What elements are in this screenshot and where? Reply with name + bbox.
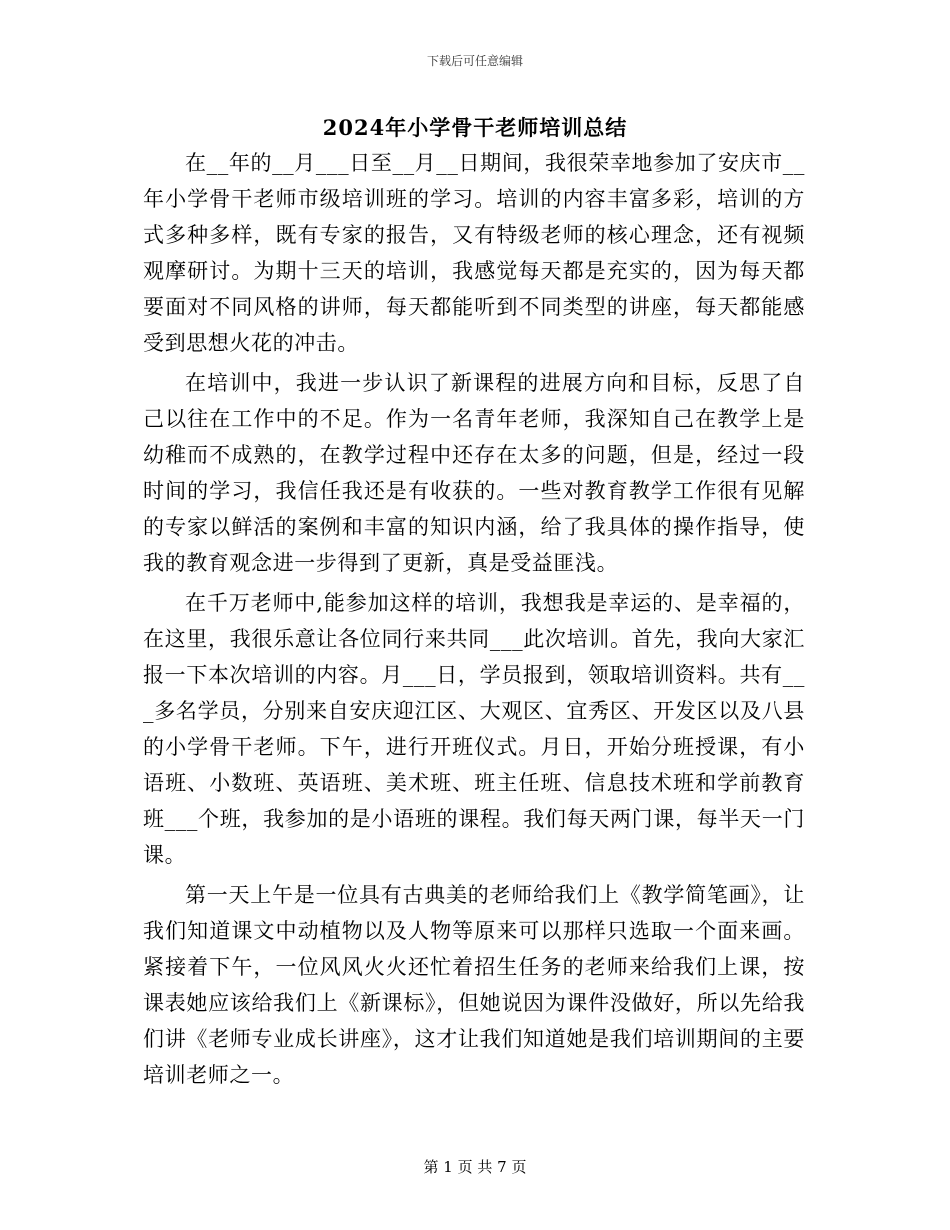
paragraph: 在千万老师中,能参加这样的培训，我想我是幸运的、是幸福的，在这里，我很乐意让各位同行来共同___此次培训。首先，我向大家汇报一下本次培训的内容。月___日，学员报到，领取培训资料。共有___多名学员，分别来自安庆迎江区、大观区、宜秀区、开发区以及八县的小学骨干老师。下午，进行开班仪式。月日，开始分班授课，有小语班、小数班、英语班、美术班、班主任班、信息技术班和学前教育班___个班，我参加的是小语班的课程。我们每天两门课，每半天一门课。 — [143, 591, 805, 867]
paragraph: 在__年的__月___日至__月__日期间，我很荣幸地参加了安庆市__年小学骨干老师市级培训班的学习。培训的内容丰富多彩，培训的方式多种多样，既有专家的报告，又有特级老师的核心理念，还有视频观摩研讨。为期十三天的培训，我感觉每天都是充实的，因为每天都要面对不同风格的讲师，每天都能听到不同类型的讲座，每天都能感受到思想火花的冲击。 — [143, 151, 805, 355]
paragraph: 在培训中，我进一步认识了新课程的进展方向和目标，反思了自己以往在工作中的不足。作为一名青年老师，我深知自己在教学上是幼稚而不成熟的，在教学过程中还存在太多的问题，但是，经过一段时间的学习，我信任我还是有收获的。一些对教育教学工作很有见解的专家以鲜活的案例和丰富的知识内涵，给了我具体的操作指导，使我的教育观念进一步得到了更新，真是受益匪浅。 — [143, 371, 805, 575]
document-body — [143, 145, 805, 1097]
paragraph: 第一天上午是一位具有古典美的老师给我们上《教学简笔画》，让我们知道课文中动植物以及人物等原来可以那样只选取一个面来画。紧接着下午，一位风风火火还忙着招生任务的老师来给我们上课，按课表她应该给我们上《新课标》，但她说因为课件没做好，所以先给我们讲《老师专业成长讲座》，这才让我们知道她是我们培训期间的主要培训老师之一。 — [143, 883, 805, 1087]
page-number: 第 1 页 共 7 页 — [423, 1158, 527, 1176]
document-title: 2024年小学骨干老师培训总结 — [322, 115, 628, 140]
page-header: 下载后可任意编辑 — [426, 54, 523, 68]
